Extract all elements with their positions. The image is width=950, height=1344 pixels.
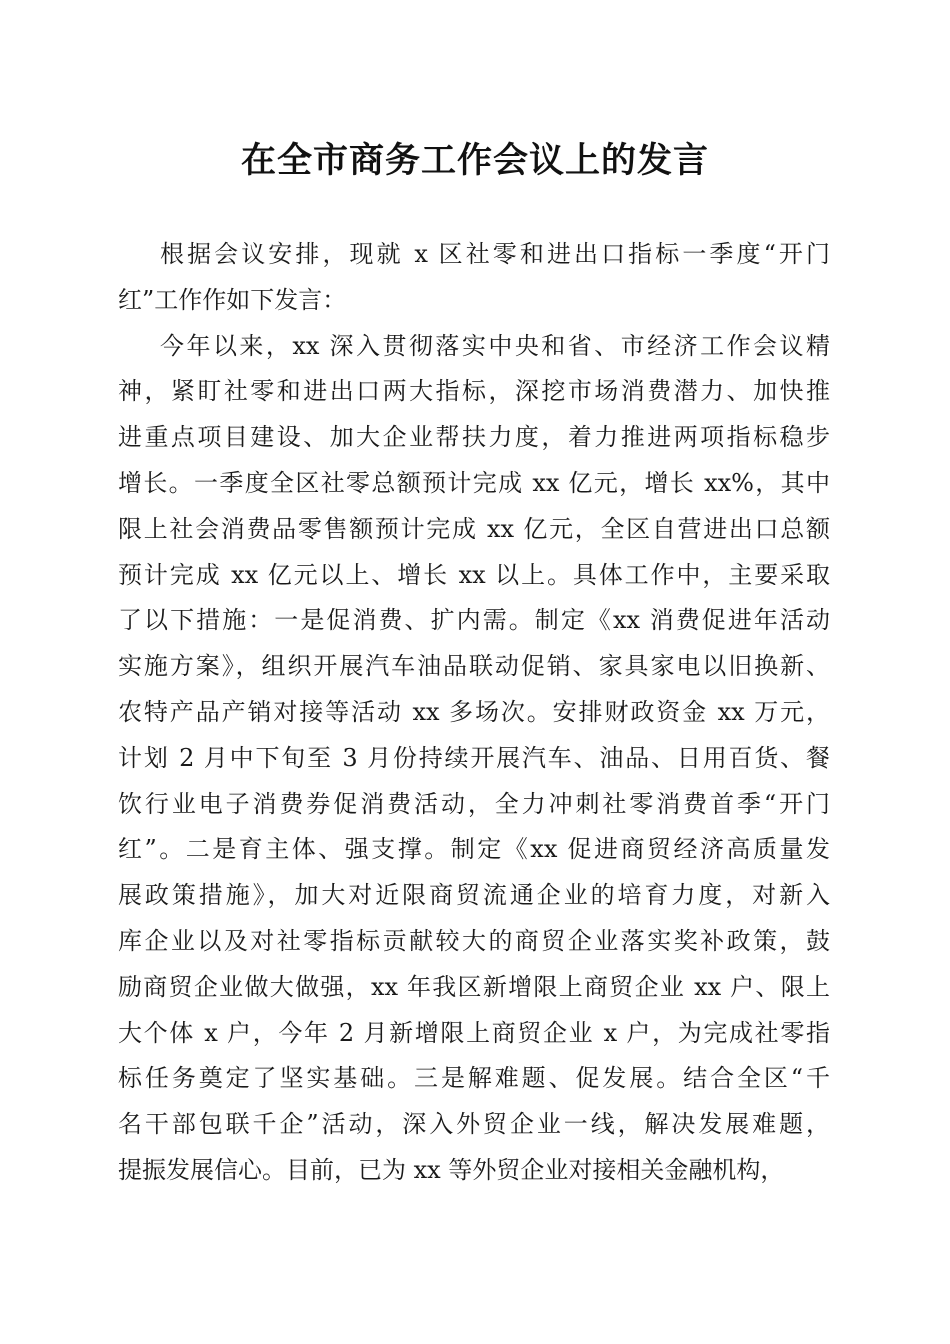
paragraph-2-line-8: 实施方案》，组织开展汽车油品联动促销、家具家电以旧换新、 — [118, 652, 830, 681]
paragraph-2-line-14: 库企业以及对社零指标贡献较大的商贸企业落实奖补政策，鼓 — [118, 926, 830, 955]
paragraph-2-line-7: 了以下措施：一是促消费、扩内需。制定《xx 消费促进年活动 — [118, 606, 830, 635]
paragraph-2-line-12: 红”。二是育主体、强支撑。制定《xx 促进商贸经济高质量发 — [118, 835, 830, 864]
paragraph-2-line-3: 进重点项目建设、加大企业帮扶力度，着力推进两项指标稳步 — [118, 423, 830, 452]
paragraph-1-line-2: 红”工作作如下发言： — [118, 285, 347, 314]
paragraph-2-line-17: 标任务奠定了坚实基础。三是解难题、促发展。结合全区“千 — [118, 1064, 830, 1093]
paragraph-2-line-15: 励商贸企业做大做强，xx 年我区新增限上商贸企业 xx 户、限上 — [118, 972, 830, 1001]
paragraph-2-line-9: 农特产品产销对接等活动 xx 多场次。安排财政资金 xx 万元， — [118, 697, 830, 726]
paragraph-2-line-1: 今年以来，xx 深入贯彻落实中央和省、市经济工作会议精 — [160, 331, 830, 360]
paragraph-2-line-18: 名干部包联千企”活动，深入外贸企业一线，解决发展难题， — [118, 1110, 830, 1139]
document-title: 在全市商务工作会议上的发言 — [240, 140, 709, 181]
paragraph-2-line-10: 计划 2 月中下旬至 3 月份持续开展汽车、油品、日用百货、餐 — [118, 743, 830, 772]
paragraph-2-line-6: 预计完成 xx 亿元以上、增长 xx 以上。具体工作中，主要采取 — [118, 560, 830, 589]
paragraph-2-line-13: 展政策措施》，加大对近限商贸流通企业的培育力度，对新入 — [118, 881, 830, 910]
paragraph-2-line-2: 神，紧盯社零和进出口两大指标，深挖市场消费潜力、加快推 — [118, 377, 830, 406]
paragraph-2-line-19: 提振发展信心。目前，已为 xx 等外贸企业对接相关金融机构， — [118, 1155, 785, 1184]
document-body — [118, 232, 830, 1194]
paragraph-2-line-5: 限上社会消费品零售额预计完成 xx 亿元，全区自营进出口总额 — [118, 514, 830, 543]
paragraph-2-line-4: 增长。一季度全区社零总额预计完成 xx 亿元，增长 xx%，其中 — [118, 468, 830, 497]
paragraph-2-line-11: 饮行业电子消费券促消费活动，全力冲刺社零消费首季“开门 — [118, 789, 830, 818]
paragraph-2-line-16: 大个体 x 户，今年 2 月新增限上商贸企业 x 户，为完成社零指 — [118, 1018, 830, 1047]
paragraph-1-line-1: 根据会议安排，现就 x 区社零和进出口指标一季度“开门 — [160, 240, 830, 268]
